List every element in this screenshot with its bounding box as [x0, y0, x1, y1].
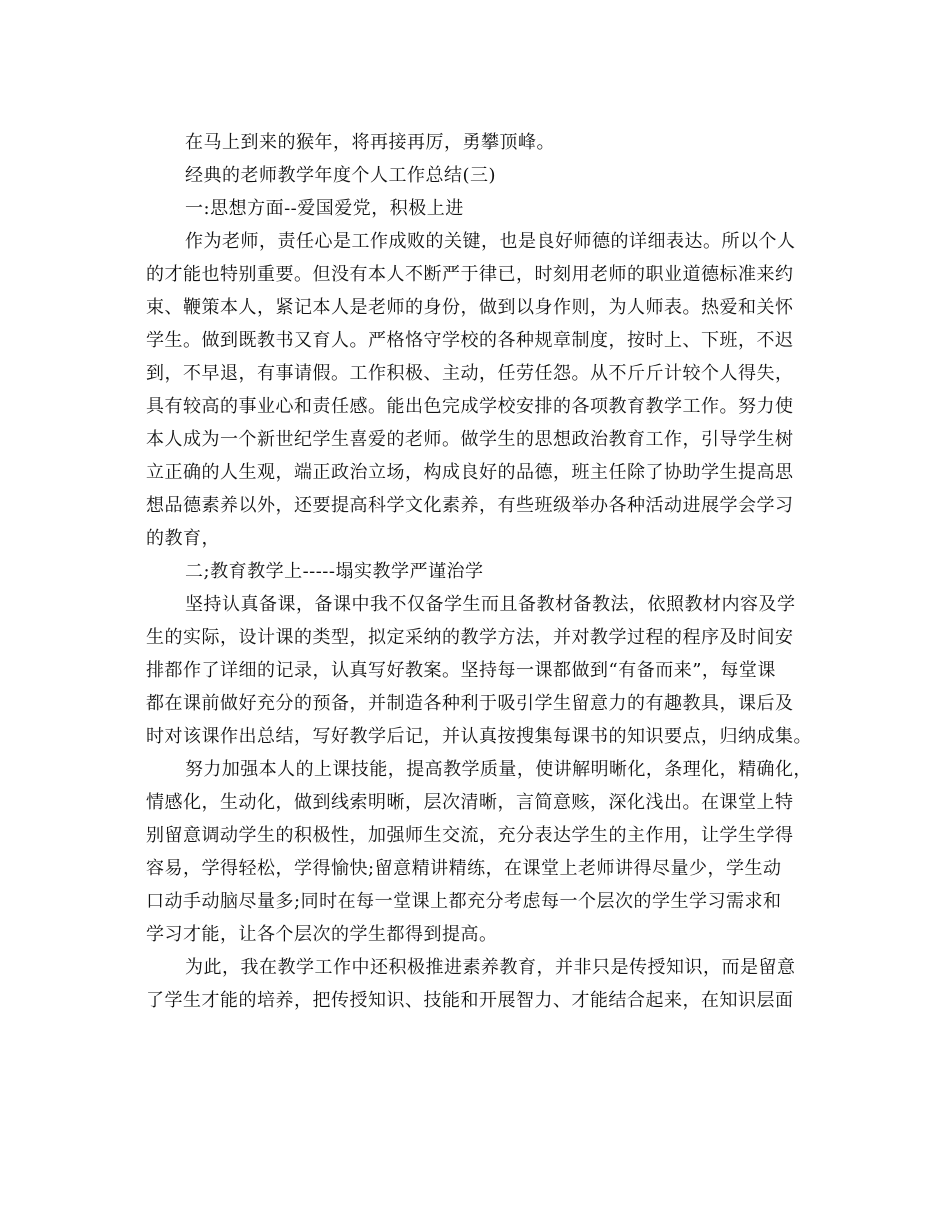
text-line: 具有较高的事业心和责任感。能出色完成学校安排的各项教育教学工作。努力使 [146, 396, 794, 417]
text-line: 容易，学得轻松，学得愉快;留意精讲精练，在课堂上老师讲得尽量少，学生动 [146, 858, 782, 879]
text-line: 情感化，生动化，做到线索明晰，层次清晰，言简意赅，深化浅出。在课堂上特 [146, 792, 794, 813]
text-line: 作为老师，责任心是工作成败的关键，也是良好师德的详细表达。所以个人 [185, 231, 796, 252]
text-line: 立正确的人生观，端正政治立场，构成良好的品德，班主任除了协助学生提高思 [146, 462, 794, 483]
text-line: 生的实际，设计课的类型，拟定采纳的教学方法，并对教学过程的程序及时间安 [146, 627, 794, 648]
text-line: 努力加强本人的上课技能，提高教学质量，使讲解明晰化，条理化，精确化， [185, 759, 812, 780]
text-line: 别留意调动学生的积极性，加强师生交流，充分表达学生的主作用，让学生学得 [146, 825, 794, 846]
text-line: 二;教育教学上-----塌实教学严谨治学 [185, 561, 484, 582]
text-line: 为此，我在教学工作中还积极推进素养教育，并非只是传授知识，而是留意 [185, 957, 796, 978]
text-line: 时对该课作出总结，写好教学后记，并认真按搜集每课书的知识要点，归纳成集。 [146, 726, 812, 747]
text-line: 想品德素养以外，还要提高科学文化素养，有些班级举办各种活动进展学会学习 [146, 495, 794, 516]
text-line: 束、鞭策本人，紧记本人是老师的身份，做到以身作则，为人师表。热爱和关怀 [146, 297, 794, 318]
text-line: 排都作了详细的记录，认真写好教案。坚持每一课都做到“有备而来”，每堂课 [146, 660, 776, 681]
text-line: 坚持认真备课，备课中我不仅备学生而且备教材备教法，依照教材内容及学 [185, 594, 796, 615]
text-line: 口动手动脑尽量多;同时在每一堂课上都充分考虑每一个层次的学生学习需求和 [146, 891, 782, 912]
text-line: 本人成为一个新世纪学生喜爱的老师。做学生的思想政治教育工作，引导学生树 [146, 429, 794, 450]
text-line: 学生。做到既教书又育人。严格恪守学校的各种规章制度，按时上、下班，不迟 [146, 330, 794, 351]
document-body [146, 126, 812, 1017]
text-line: 在马上到来的猴年，将再接再厉，勇攀顶峰。 [185, 132, 555, 153]
text-line: 都在课前做好充分的预备，并制造各种利于吸引学生留意力的有趣教具，课后及 [146, 693, 794, 714]
text-line: 的教育， [146, 528, 220, 549]
text-line: 了学生才能的培养，把传授知识、技能和开展智力、才能结合起来，在知识层面 [146, 990, 794, 1011]
text-line: 经典的老师教学年度个人工作总结(三) [185, 165, 497, 186]
text-line: 到，不早退，有事请假。工作积极、主动，任劳任怨。从不斤斤计较个人得失， [146, 363, 794, 384]
text-line: 的才能也特别重要。但没有本人不断严于律已，时刻用老师的职业道德标准来约 [146, 264, 794, 285]
text-line: 一:思想方面--爱国爱党，积极上进 [185, 198, 464, 219]
text-line: 学习才能，让各个层次的学生都得到提高。 [146, 924, 498, 945]
